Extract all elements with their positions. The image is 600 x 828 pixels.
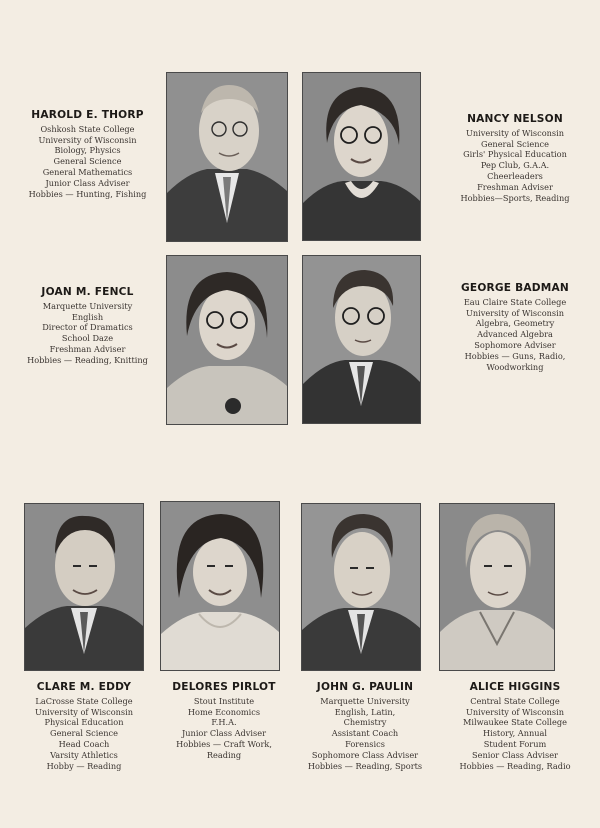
bio-line: Head Coach: [58, 738, 110, 749]
bio-line: Marquette University: [320, 695, 410, 706]
bio-line: History, Annual: [482, 728, 548, 739]
bio-delores-pirlot: [155, 682, 293, 761]
bio-line: Freshman Adviser: [477, 181, 553, 192]
portrait-john-paulin: [302, 504, 420, 670]
bio-line: Chemistry: [343, 717, 387, 728]
teacher-name: DELORES PIRLOT: [172, 681, 276, 693]
bio-line: Varsity Athletics: [50, 749, 118, 760]
bio-line: Biology, Physics: [54, 145, 121, 156]
bio-line: Central State College: [470, 695, 560, 706]
bio-nancy-nelson: [440, 114, 590, 203]
bio-alice-higgins: [440, 682, 590, 771]
portrait-nancy-nelson: [303, 73, 420, 240]
bio-line: Girls' Physical Education: [463, 149, 567, 160]
bio-line: Senior Class Adviser: [472, 749, 558, 760]
bio-line: Junior Class Adviser: [181, 728, 267, 739]
bio-line: English: [71, 311, 104, 322]
bio-line: Hobbies — Reading, Knitting: [27, 354, 148, 365]
bio-line: Hobbies — Craft Work,: [176, 738, 272, 749]
bio-line: Woodworking: [486, 361, 544, 372]
bio-line: Hobbies — Reading, Radio: [459, 760, 571, 771]
bio-harold-thorp: [20, 110, 155, 199]
portrait-clare-eddy: [25, 504, 143, 670]
bio-line: University of Wisconsin: [465, 706, 565, 717]
teacher-name: JOHN G. PAULIN: [316, 681, 414, 693]
bio-line: Freshman Adviser: [49, 343, 126, 354]
portrait-alice-higgins: [440, 504, 554, 670]
portrait-harold-thorp: [167, 73, 287, 241]
bio-line: Advanced Algebra: [477, 329, 553, 340]
bio-line: General Science: [481, 138, 549, 149]
bio-line: Hobby — Reading: [46, 760, 122, 771]
teacher-name: ALICE HIGGINS: [469, 681, 561, 693]
portrait-george-badman: [303, 256, 420, 423]
bio-line: Marquette University: [42, 300, 133, 311]
bio-line: English, Latin,: [334, 706, 396, 717]
bio-john-paulin: [295, 682, 435, 771]
bio-line: University of Wisconsin: [465, 307, 565, 318]
bio-george-badman: [440, 283, 590, 372]
bio-line: General Science: [53, 156, 122, 167]
bio-line: LaCrosse State College: [35, 695, 133, 706]
bio-line: Eau Claire State College: [463, 296, 567, 307]
bio-line: Sophomore Class Adviser: [311, 749, 419, 760]
bio-line: Reading: [206, 749, 242, 760]
bio-joan-fencl: [20, 287, 155, 366]
teacher-name: JOAN M. FENCL: [41, 286, 134, 298]
bio-line: Assistant Coach: [331, 728, 399, 739]
bio-line: Algebra, Geometry: [475, 318, 555, 329]
teacher-name: HAROLD E. THORP: [31, 109, 144, 121]
bio-line: Director of Dramatics: [42, 322, 133, 333]
bio-line: Junior Class Adviser: [45, 177, 130, 188]
bio-line: Hobbies — Reading, Sports: [307, 760, 423, 771]
bio-line: Hobbies — Hunting, Fishing: [28, 188, 147, 199]
bio-line: University of Wisconsin: [34, 706, 134, 717]
bio-line: Cheerleaders: [487, 170, 543, 181]
bio-line: Hobbies—Sports, Reading: [460, 192, 570, 203]
bio-line: Student Forum: [483, 738, 547, 749]
bio-line: Oshkosh State College: [40, 123, 135, 134]
teacher-name: CLARE M. EDDY: [36, 681, 132, 693]
teacher-name: NANCY NELSON: [467, 113, 563, 125]
bio-line: F.H.A.: [211, 717, 237, 728]
bio-line: General Mathematics: [42, 166, 133, 177]
bio-line: School Daze: [61, 333, 114, 344]
bio-line: Physical Education: [44, 717, 124, 728]
bio-line: Sophomore Adviser: [474, 339, 556, 350]
bio-line: Stout Institute: [193, 695, 255, 706]
bio-line: University of Wisconsin: [465, 127, 565, 138]
bio-line: Milwaukee State College: [463, 717, 567, 728]
bio-line: Pep Club, G.A.A.: [480, 160, 550, 171]
bio-line: Hobbies — Guns, Radio,: [464, 350, 566, 361]
portrait-joan-fencl: [167, 256, 287, 424]
bio-clare-eddy: [15, 682, 153, 771]
bio-line: Forensics: [345, 738, 385, 749]
bio-line: General Science: [50, 728, 118, 739]
teacher-name: GEORGE BADMAN: [461, 282, 569, 294]
bio-line: Home Economics: [187, 706, 261, 717]
portrait-delores-pirlot: [161, 502, 279, 670]
bio-line: University of Wisconsin: [38, 134, 137, 145]
